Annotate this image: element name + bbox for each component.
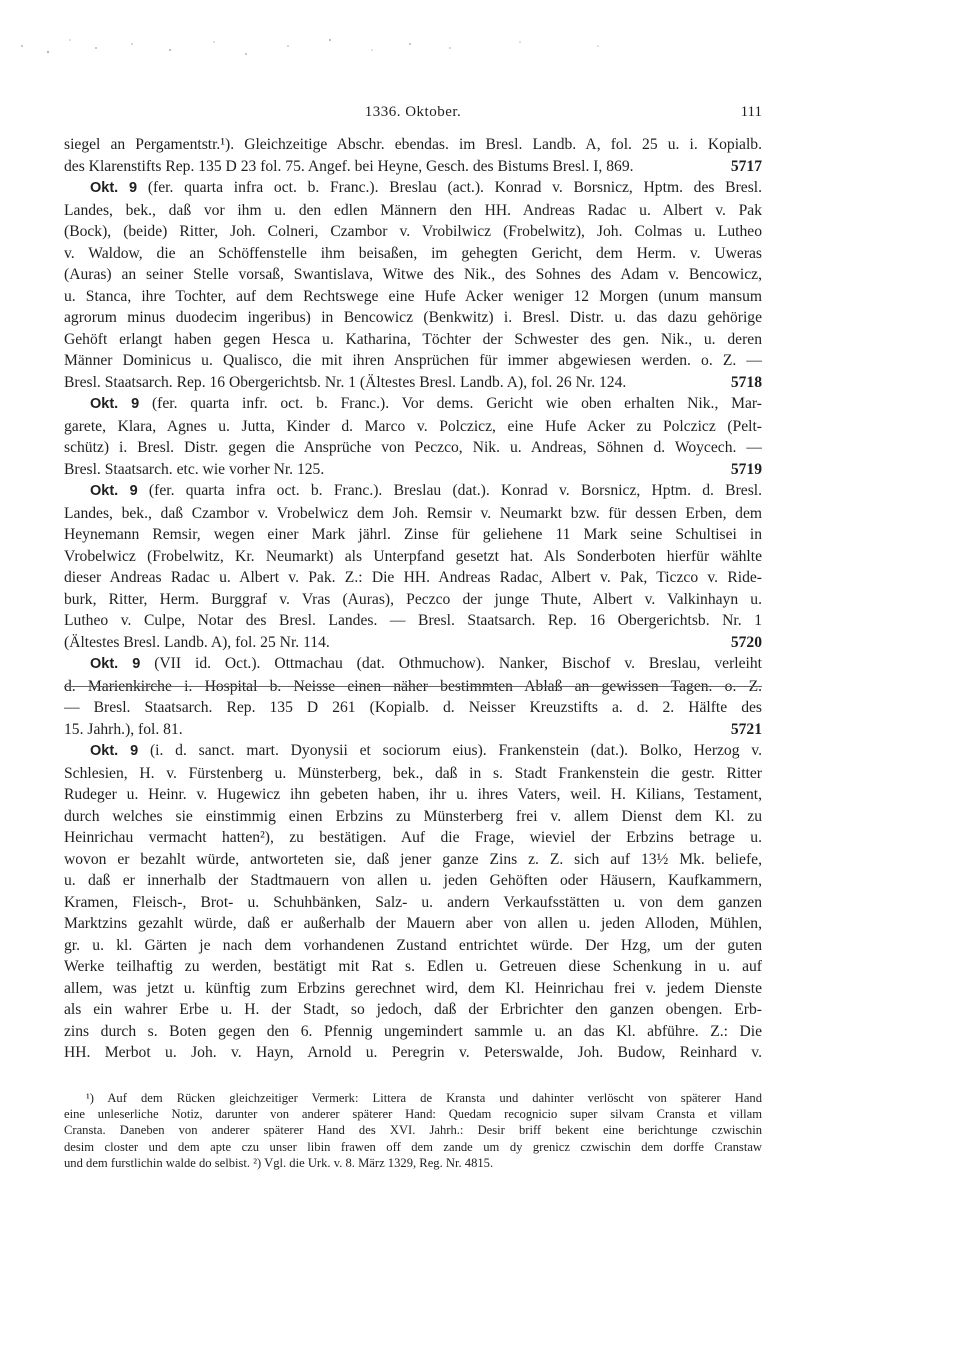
footnotes bbox=[64, 1090, 762, 1172]
text-line bbox=[64, 480, 762, 503]
line-text: Männer Dominicus u. Qualisco, die mit ihren Ansprüchen für immer abgewiesen werden. o. Z. — bbox=[64, 352, 762, 369]
text-line bbox=[64, 243, 762, 265]
text-line bbox=[64, 329, 762, 351]
footnote-line bbox=[64, 1122, 762, 1138]
line-text: Landes, bek., daß vor ihm u. den edlen Männern den HH. Andreas Radac u. Albert v. Pak bbox=[64, 201, 762, 219]
text-line bbox=[64, 437, 762, 459]
line-text: eine unleserliche Notiz, darunter von anderer späterer Hand: Quedam recognicio super silvam Cranstа et villam bbox=[64, 1106, 762, 1121]
text-line bbox=[64, 740, 762, 763]
text-line bbox=[64, 870, 762, 892]
page-header-title: 1336. Oktober. bbox=[364, 104, 462, 120]
line-text: (fer. quarta infra oct. b. Franc.). Breslau (dat.). Konrad v. Borsnicz, Hptm. d. Bresl. bbox=[137, 482, 762, 499]
text-line bbox=[64, 632, 762, 654]
text-line bbox=[64, 892, 762, 914]
line-text: agrorum minus duodecim ingeribus) in Bencowicz (Benkwitz) i. Bresl. Distr. u. das dazu gehörige bbox=[64, 309, 762, 326]
footnote-line bbox=[64, 1155, 762, 1171]
text-line bbox=[64, 459, 762, 481]
entry-date: Okt. 9 bbox=[90, 656, 141, 672]
line-text: (i. d. sanct. mart. Dyonysii et sociorum eius). Frankenstein (dat.). Bolko, Herzog v. bbox=[138, 742, 762, 759]
text-line bbox=[64, 784, 762, 806]
text-line bbox=[64, 524, 762, 546]
text-line bbox=[64, 697, 762, 719]
footnote-line bbox=[64, 1139, 762, 1155]
text-line bbox=[64, 416, 762, 438]
line-text: gr. u. kl. Gärten je nach dem vorhandenen Zustand entrichtet würde. Der Hzg, um der guten bbox=[64, 936, 762, 954]
scan-noise bbox=[0, 0, 960, 80]
text-line bbox=[64, 719, 762, 741]
text-line bbox=[64, 935, 762, 957]
text-line bbox=[64, 999, 762, 1021]
line-text: und dem furstlichin walde do selbist. ²) Vgl. die Urk. v. 8. März 1329, Reg. Nr. 4815. bbox=[64, 1156, 494, 1171]
text-line bbox=[64, 134, 762, 156]
line-text: (Auras) an seiner Stelle vorsaß, Swantislava, Witwe des Nik., des Sohnes des Adam v. Bencowicz, bbox=[64, 266, 762, 283]
text-line bbox=[64, 956, 762, 978]
regest-number: 5719 bbox=[730, 460, 762, 478]
entry-date: Okt. 9 bbox=[90, 743, 139, 759]
running-header bbox=[64, 104, 762, 128]
line-text: Gehöft erlangt haben gegen Hesca u. Katharina, Töchter der Schwester des gen. Nik., u. deren bbox=[64, 330, 762, 348]
line-text: Rudeger u. Heinr. v. Hugewicz ihn gebeten haben, ihr u. ihres Vaters, weil. H. Kilians, Testament, bbox=[64, 786, 762, 803]
line-text: (fer. quarta infr. oct. b. Franc.). Vor dems. Gericht wie oben erhalten Nik., Mar- bbox=[139, 395, 762, 412]
regest-number: 5720 bbox=[730, 633, 762, 651]
text-line bbox=[64, 372, 762, 394]
text-line bbox=[64, 307, 762, 329]
text-line bbox=[64, 806, 762, 828]
text-line bbox=[64, 350, 762, 372]
line-text: — Bresl. Staatsarch. Rep. 135 D 261 (Kopialb. d. Neisser Kreuzstifts a. d. 2. Hälfte des bbox=[64, 699, 762, 716]
page-number: 111 bbox=[740, 104, 762, 120]
line-text: (Bock), (beide) Ritter, Joh. Colneri, Czambor v. Vrobilwicz (Frobelwitz), Joh. Colmas u. Lutheo bbox=[64, 223, 762, 240]
text-line bbox=[64, 849, 762, 871]
document-body bbox=[64, 134, 762, 1064]
line-text: burk, Ritter, Herm. Burggraf v. Vras (Auras), Peczco der junge Thute, Albert v. Valkinhayn u. bbox=[64, 590, 762, 608]
line-text: Kramen, Fleisch-, Brot- u. Schuhbänken, Salz- u. andern Verkaufsstätten u. von dem ganzen bbox=[64, 893, 762, 911]
text-line bbox=[64, 589, 762, 611]
line-text: Marktzins gezahlt würde, daß er außerhalb der Mauern aber von allen u. jeden Alloden, Mühlen, bbox=[64, 915, 762, 932]
line-text: Lutheo v. Culpe, Notar des Bresl. Landes. — Bresl. Staatsarch. Rep. 16 Obergerichtsb. Nr. 1 bbox=[64, 612, 762, 629]
text-line bbox=[64, 221, 762, 243]
text-line bbox=[64, 913, 762, 935]
line-text: Cransta. Daneben von anderer späterer Hand des XVI. Jahrh.: Desir briff bekent eine berichtunge czwischin bbox=[64, 1123, 762, 1138]
footnote-line bbox=[64, 1106, 762, 1122]
text-line bbox=[64, 1021, 762, 1043]
line-text: garete, Klara, Agnes u. Jutta, Kinder d. Marco v. Polczicz, eine Hufe Acker zu Polczicz (Pelt- bbox=[64, 417, 762, 435]
text-line bbox=[64, 546, 762, 568]
line-text: siegel an Pergamentstr.¹). Gleichzeitige Abschr. ebendas. im Bresl. Landb. A, fol. 25 u. i. Kopialb. bbox=[64, 136, 762, 153]
document-page bbox=[64, 104, 762, 1172]
line-text: (VII id. Oct.). Ottmachau (dat. Othmuchow). Nanker, Bischof v. Breslau, verleiht bbox=[140, 655, 762, 672]
line-text: (fer. quarta infra oct. b. Franc.). Breslau (act.). Konrad v. Borsnicz, Hptm. des Bresl. bbox=[137, 179, 762, 196]
text-line bbox=[64, 503, 762, 525]
entry-date: Okt. 9 bbox=[90, 483, 138, 499]
entry-date: Okt. 9 bbox=[90, 396, 140, 412]
text-line bbox=[64, 676, 762, 698]
line-text: zins durch s. Boten gegen den 6. Pfennig ungemindert sammle u. an das Kl. abführe. Z.: Die bbox=[64, 1022, 762, 1040]
regest-number: 5721 bbox=[730, 720, 762, 738]
line-text: des Klarenstifts Rep. 135 D 23 fol. 75. Angef. bei Heyne, Gesch. des Bistums Bresl. I, 869. bbox=[64, 157, 634, 175]
line-text: Heynemann Remsir, wegen einer Mark jährl. Zinse für geliehene 11 Mark seine Schultisei in bbox=[64, 526, 762, 543]
line-text: Vrobelwicz (Frobelwitz, Kr. Neumarkt) als Unterpfand gesetzt hat. Als Sonderboten hierfür wählte bbox=[64, 547, 762, 565]
line-text: (Ältestes Bresl. Landb. A), fol. 25 Nr. 114. bbox=[64, 633, 330, 651]
text-line bbox=[64, 567, 762, 589]
text-line bbox=[64, 156, 762, 178]
text-line bbox=[64, 978, 762, 1000]
line-text: Schlesien, H. v. Fürstenberg u. Münsterberg, bek., daß in s. Stadt Frankenstein die gestr. Ritter bbox=[64, 764, 762, 782]
line-text: schütz) i. Bresl. Distr. gegen die Ansprüche von Peczco, Nik. u. Andreas, Söhnen d. Woycech. — bbox=[64, 439, 762, 456]
line-text: u. Stanca, ihre Tochter, auf dem Rechtswege eine Hufe Acker weniger 12 Morgen (unum mansum bbox=[64, 287, 762, 305]
line-text: Heinrichau vermacht hatten²), zu bestätigen. Auf die Frage, wieviel der Erbzins betrage u. bbox=[64, 829, 762, 846]
line-text: Landes, bek., daß Czambor v. Vrobelwicz dem Joh. Remsir v. Neumarkt bzw. für dessen Erben, dem bbox=[64, 504, 762, 522]
text-line bbox=[64, 393, 762, 416]
line-text: HH. Merbot u. Joh. v. Hayn, Arnold u. Peregrin v. Peterswalde, Joh. Budow, Reinhard v. bbox=[64, 1044, 762, 1061]
line-text: Bresl. Staatsarch. etc. wie vorher Nr. 125. bbox=[64, 460, 325, 478]
line-text: ¹) Auf dem Rücken gleichzeitiger Vermerk: Littera de Kransta und dahinter verlöscht von späterer Hand bbox=[86, 1090, 762, 1105]
line-text: desim closter und dem apte czu unser libin frawen off dem zande um dy grenicz czwischin dem dorffe Cranstaw bbox=[64, 1139, 762, 1154]
footnote-line bbox=[64, 1090, 762, 1106]
line-text: dieser Andreas Radac u. Albert v. Pak. Z.: Die HH. Andreas Radac, Albert v. Pak, Ticzco v. Ride- bbox=[64, 569, 762, 586]
text-line bbox=[64, 1042, 762, 1064]
line-text: durch welches sie einstimmig einen Erbzins zu Münsterberg frei v. allem Dienst dem Kl. zu bbox=[64, 807, 762, 825]
text-line bbox=[64, 177, 762, 200]
line-text: allem, was jetzt u. künftig zum Erbzins gerechnet wird, dem Kl. Heinrichau frei v. jedem Dienste bbox=[64, 979, 762, 997]
line-text: u. daß er innerhalb der Stadtmauern von allen u. jeden Gehöften oder Häusern, Kaufkammern, bbox=[64, 872, 762, 889]
entry-date: Okt. 9 bbox=[90, 180, 138, 196]
line-text: v. Waldow, die an Schöffenstelle ihm beisaßen, im gehegten Gericht, dem Herm. v. Uweras bbox=[64, 244, 762, 262]
text-line bbox=[64, 763, 762, 785]
text-line bbox=[64, 200, 762, 222]
text-line bbox=[64, 827, 762, 849]
line-text: d. Marienkirche i. Hospital b. Neisse einen näher bestimmten Ablaß an gewissen Tagen. o. Z. bbox=[64, 677, 762, 695]
line-text: als ein wahrer Erbe u. H. der Stadt, so jedoch, daß der Erbrichter den ganzen obengen. Erb- bbox=[64, 1001, 762, 1018]
line-text: Werke teilhaftig zu werden, bestätigt mit Rat s. Edlen u. Getreuen diese Schenkung in u. auf bbox=[64, 958, 762, 975]
text-line bbox=[64, 286, 762, 308]
line-text: wovon er bezahlt würde, antworteten sie, daß jener ganze Zins z. Z. sich auf 13½ Mk. beliefe, bbox=[64, 850, 762, 868]
text-line bbox=[64, 610, 762, 632]
regest-number: 5718 bbox=[730, 373, 762, 391]
line-text: Bresl. Staatsarch. Rep. 16 Obergerichtsb. Nr. 1 (Ältestes Bresl. Landb. A), fol. 26 Nr. 124. bbox=[64, 373, 627, 391]
text-line bbox=[64, 264, 762, 286]
line-text: 15. Jahrh.), fol. 81. bbox=[64, 720, 183, 738]
text-line bbox=[64, 653, 762, 676]
regest-number: 5717 bbox=[730, 157, 762, 175]
